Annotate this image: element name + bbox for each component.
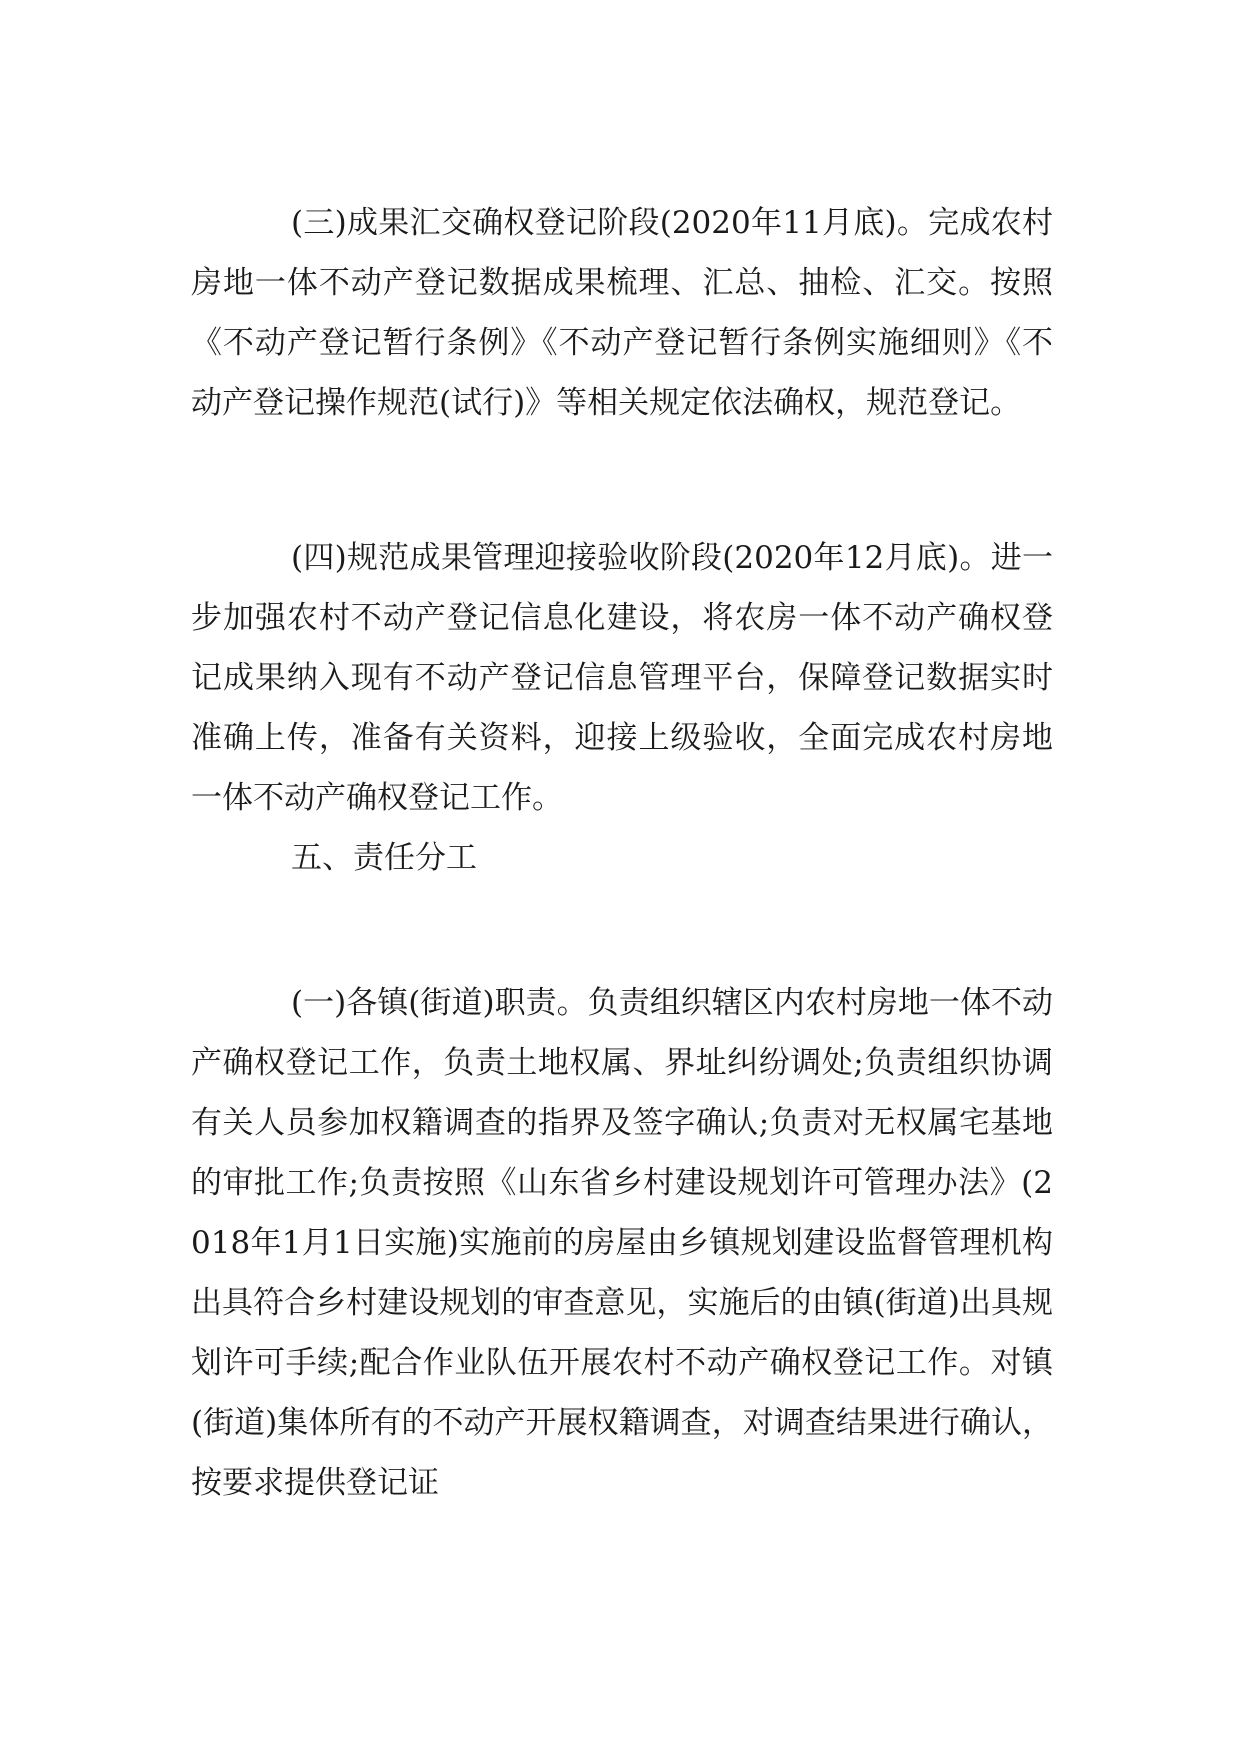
paragraph-stage-three: (三)成果汇交确权登记阶段(2020年11月底)。完成农村房地一体不动产登记数据成果梳理、汇总、抽检、汇交。按照《不动产登记暂行条例》《不动产登记暂行条例实施细则》《不动产登记操作规范(试行)》等相关规定依法确权，规范登记。: [191, 205, 1053, 421]
paragraph-stage-four: (四)规范成果管理迎接验收阶段(2020年12月底)。进一步加强农村不动产登记信息化建设，将农房一体不动产确权登记成果纳入现有不动产登记信息管理平台，保障登记数据实时准确上传，准备有关资料，迎接上级验收，全面完成农村房地一体不动产确权登记工作。: [191, 540, 1053, 816]
section-heading-responsibilities: 五、责任分工: [291, 840, 477, 876]
paragraph-town-duties: (一)各镇(街道)职责。负责组织辖区内农村房地一体不动产确权登记工作，负责土地权属、界址纠纷调处;负责组织协调有关人员参加权籍调查的指界及签字确认;负责对无权属宅基地的审批工作;负责按照《山东省乡村建设规划许可管理办法》(2018年1月1日实施)实施前的房屋由乡镇规划建设监督管理机构出具符合乡村建设规划的审查意见，实施后的由镇(街道)出具规划许可手续;配合作业队伍开展农村不动产确权登记工作。对镇(街道)集体所有的不动产开展权籍调查，对调查结果进行确认，按要求提供登记证: [191, 985, 1053, 1501]
document-body: [191, 193, 1053, 1513]
